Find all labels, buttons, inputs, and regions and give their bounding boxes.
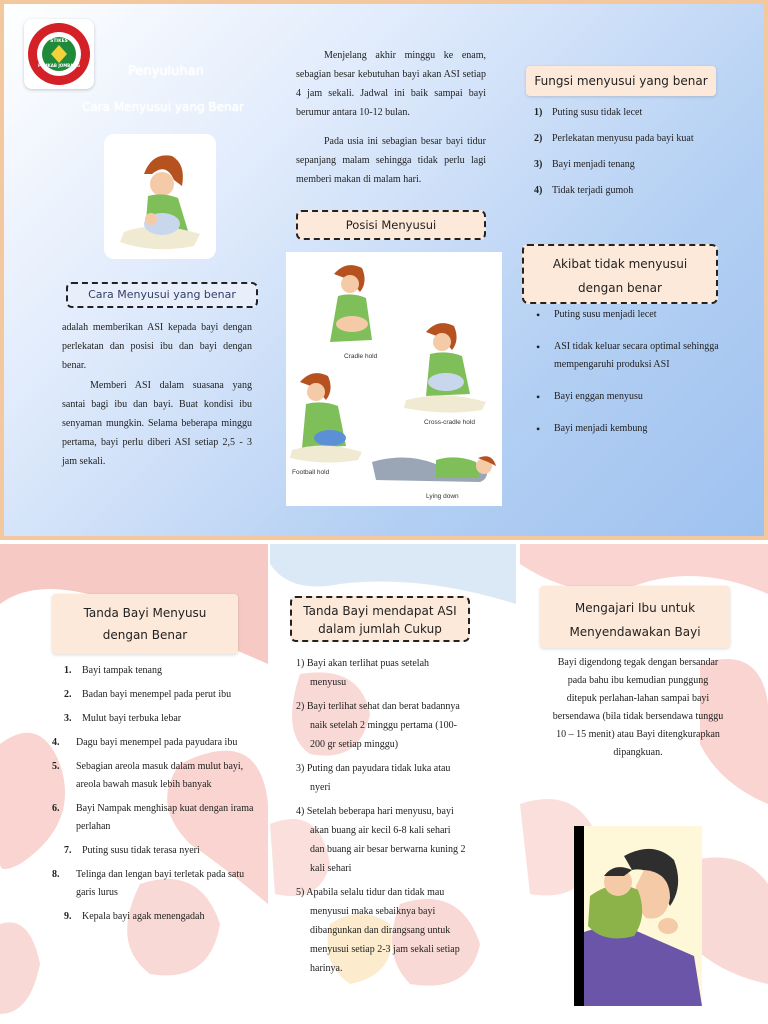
title-line-1: Penyuluhan (128, 64, 204, 79)
list-item: 2) Bayi terlihat sehat dan berat badannya naik setelah 2 minggu pertama (100-200 gr setiap minggu) (296, 701, 460, 750)
tanda-asi-cukup-heading: Tanda Bayi mendapat ASI dalam jumlah Cukup (290, 596, 470, 642)
list-item: • Puting susu menjadi lecet (532, 306, 722, 324)
sendawa-text: Bayi digendong tegak dengan bersandar pada bahu ibu kemudian punggung ditepuk perlahan-lahan sampai bayi bersendawa (bila tidak bersendawa tunggu 10 – 15 menit) atau Bayi ditengkurapkan dipangkuan. (552, 657, 724, 758)
list-item: 9. Kepala bayi agak menengadah (64, 911, 205, 922)
schedule-text: Menjelang akhir minggu ke enam, sebagian besar kebutuhan bayi akan ASI setiap 4 jam sekali. Jadwal ini baik sampai bayi berumur antara 10-12 bulan. (296, 50, 486, 118)
title-line-2: Cara Menyusui yang Benar (82, 100, 244, 114)
logo-emblem-icon (24, 19, 94, 89)
list-item: 1. Bayi tampak tenang (64, 665, 162, 676)
list-item: • Bayi menjadi kembung (532, 420, 722, 438)
posisi-menyusui-heading: Posisi Menyusui (296, 210, 486, 240)
caption-football-hold: Football hold (292, 469, 330, 476)
fungsi-menyusui-heading: Fungsi menyusui yang benar (526, 66, 716, 96)
list-item: 6. Bayi Nampak menghisap kuat dengan irama perlahan (52, 803, 254, 832)
stikes-logo (24, 19, 94, 89)
night-text: Pada usia ini sebagian besar bayi tidur sepanjang malam sehingga tidak perlu lagi memberi makan di malam hari. (296, 136, 486, 185)
akibat-list (532, 306, 722, 452)
list-item: 8. Telinga dan lengan bayi terletak pada satu garis lurus (52, 869, 245, 898)
definition-text: adalah memberikan ASI kepada bayi dengan perlekatan dan posisi ibu dan bayi dengan benar. (62, 322, 252, 371)
fungsi-list (534, 104, 734, 214)
list-item: 5. Sebagian areola masuk dalam mulut bayi, areola bawah masuk lebih banyak (52, 761, 244, 790)
caption-cradle-hold: Cradle hold (344, 353, 378, 360)
caption-lying-down: Lying down (426, 493, 459, 500)
list-item: 1) Puting susu tidak lecet (534, 107, 643, 118)
list-item: 4) Tidak terjadi gumoh (534, 185, 634, 196)
list-item: 4. Dagu bayi menempel pada payudara ibu (52, 737, 238, 748)
list-item: 1) Bayi akan terlihat puas setelah menyusu (296, 658, 430, 688)
list-item: 2. Badan bayi menempel pada perut ibu (64, 689, 232, 700)
list-item: • Bayi enggan menyusu (532, 388, 722, 406)
list-item: 3. Mulut bayi terbuka lebar (64, 713, 182, 724)
logo-text-bottom: PEMKAB JOMBANG (38, 63, 80, 68)
list-item: 3) Puting dan payudara tidak luka atau nyeri (296, 763, 451, 793)
logo-text-top: STIKES (50, 39, 68, 44)
burping-baby-image (574, 826, 702, 1006)
cara-menyusui-heading: Cara Menyusui yang benar (66, 282, 258, 308)
mother-breastfeeding-image (104, 134, 216, 259)
list-item: • ASI tidak keluar secara optimal sehingga mempengaruhi produksi ASI (532, 338, 722, 374)
breastfeeding-positions-image (286, 252, 502, 506)
tanda-menyusu-list (52, 662, 254, 932)
caption-cross-cradle-hold: Cross-cradle hold (424, 419, 475, 426)
frequency-text: Memberi ASI dalam suasana yang santai bagi ibu dan bayi. Buat kondisi ibu senyaman mungkin. Selama beberapa minggu pertama, bayi perlu diberi ASI setiap 2,5 - 3 jam sekali. (62, 380, 252, 467)
list-item: 7. Puting susu tidak terasa nyeri (64, 845, 200, 856)
tanda-bayi-menyusu-heading: Tanda Bayi Menyusu dengan Benar (52, 594, 238, 654)
bottom-panel (0, 544, 768, 1024)
list-item: 3) Bayi menjadi tenang (534, 159, 635, 170)
list-item: 2) Perlekatan menyusu pada bayi kuat (534, 133, 694, 144)
akibat-tidak-menyusui-heading: Akibat tidak menyusui dengan benar (522, 244, 718, 304)
tanda-asi-cukup-list (296, 654, 466, 983)
list-item: 5) Apabila selalu tidur dan tidak mau menyusui maka sebaiknya bayi dibangunkan dan dirangsang untuk menyusui setiap 2-3 jam sekali setiap harinya. (296, 887, 460, 974)
menyendawakan-bayi-heading: Mengajari Ibu untuk Menyendawakan Bayi (540, 586, 730, 648)
list-item: 4) Setelah beberapa hari menyusu, bayi akan buang air kecil 6-8 kali sehari dan buang air besar berwarna kuning 2 kali sehari (296, 806, 466, 874)
